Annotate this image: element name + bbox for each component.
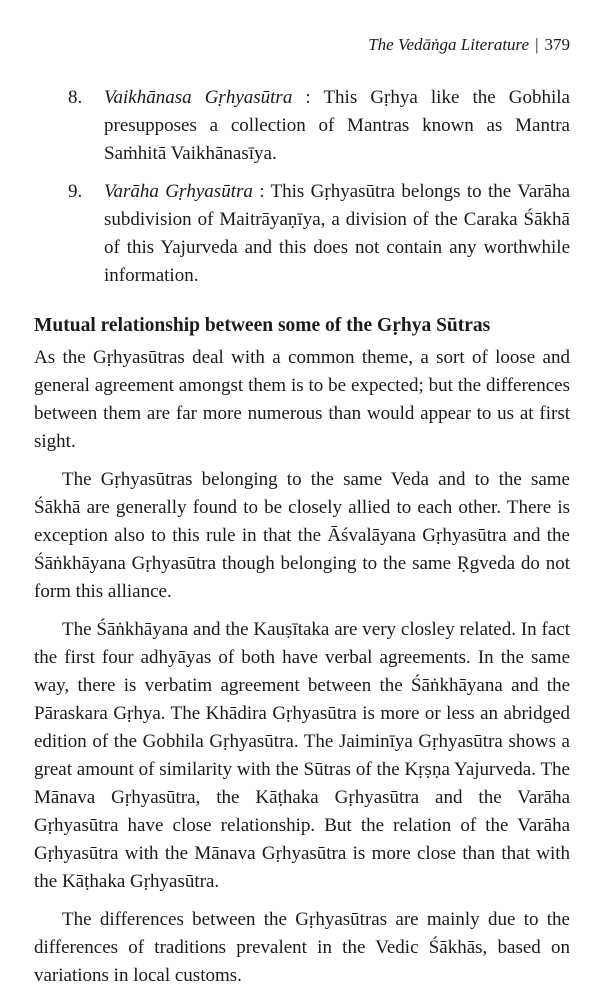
item-title: Varāha Gṛhyasūtra	[104, 181, 253, 202]
list-item	[34, 84, 570, 168]
list-item	[34, 178, 570, 290]
item-text: : This Gṛhya like the Gobhila presupposes a collection of Mantras known as Mantra Saṁhitā Vaikhānasīya.	[104, 87, 570, 164]
item-number: 9.	[68, 181, 83, 202]
paragraph: The Gṛhyasūtras belonging to the same Veda and to the same Śākhā are generally found to be closely allied to each other. There is exception also to this rule in that the Āśvalāyana Gṛhyasūtra and the Śāṅkhāyana Gṛhyasūtra though belonging to the same Ṛgveda do not form this alliance.	[34, 469, 570, 602]
item-text: : This Gṛhyasūtra belongs to the Varāha subdivision of Maitrāyaṇīya, a division of the Caraka Śākhā of this Yajurveda and this does not contain any worthwhile information.	[104, 181, 571, 286]
section-heading: Mutual relationship between some of the Gṛhya Sūtras	[34, 315, 491, 336]
page-number: 379	[544, 35, 570, 54]
header-separator: |	[535, 35, 539, 54]
running-header	[368, 34, 570, 56]
paragraph: The Śāṅkhāyana and the Kauṣītaka are very closley related. In fact the first four adhyāyas of both have verbal agreements. In the same way, there is verbatim agreement between the Śāṅkhāyana and the Pāraskara Gṛhya. The Khādira Gṛhyasūtra is more or less an abridged edition of the Gobhila Gṛhyasūtra. The Jaiminīya Gṛhyasūtra shows a great amount of similarity with the Sūtras of the Kṛṣṇa Yajurveda. The Mānava Gṛhyasūtra, the Kāṭhaka Gṛhyasūtra and the Varāha Gṛhyasūtra have close relationship. But the relation of the Varāha Gṛhyasūtra with the Mānava Gṛhyasūtra is more close than that with the Kāṭhaka Gṛhyasūtra.	[34, 619, 570, 892]
item-title: Vaikhānasa Gṛhyasūtra	[104, 87, 293, 108]
item-number: 8.	[68, 87, 83, 108]
page-body	[34, 84, 570, 1000]
paragraph: As the Gṛhyasūtras deal with a common theme, a sort of loose and general agreement amongst them is to be expected; but the differences between them are far more numerous than would appear to us at first sight.	[34, 347, 570, 452]
paragraph: The differences between the Gṛhyasūtras are mainly due to the differences of traditions prevalent in the Vedic Śākhās, based on variations in local customs.	[34, 909, 570, 986]
running-title: The Vedāṅga Literature	[368, 35, 530, 54]
